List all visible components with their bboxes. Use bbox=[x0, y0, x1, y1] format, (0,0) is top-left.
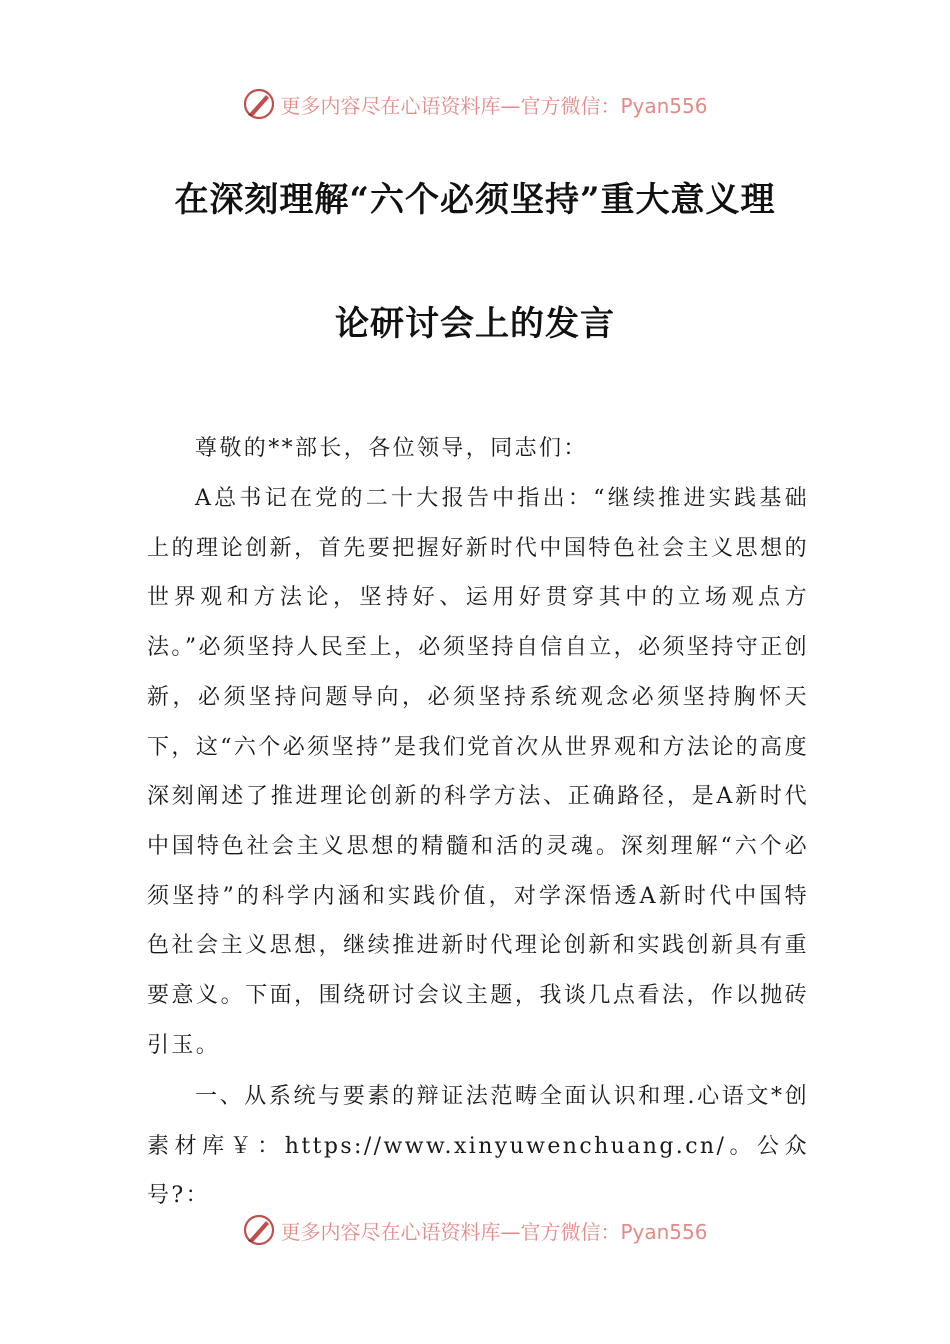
quill-pen-icon bbox=[242, 87, 276, 121]
watermark-banner-top bbox=[0, 82, 950, 126]
document-title-line2: 论研讨会上的发言 bbox=[335, 304, 615, 344]
body-paragraph: A总书记在党的二十大报告中指出：“继续推进实践基础上的理论创新，首先要把握好新时代中国特色社会主义思想的世界观和方法论，坚持好、运用好贯穿其中的立场观点方法。”必须坚持人民至上，必须坚持自信自立，必须坚持守正创新，必须坚持问题导向，必须坚持系统观念必须坚持胸怀天下，这“六个必须坚持”是我们党首次从世界观和方法论的高度深刻阐述了推进理论创新的科学方法、正确路径，是A新时代中国特色社会主义思想的精髓和活的灵魂。深刻理解“六个必须坚持”的科学内涵和实践价值，对学深悟透A新时代中国特色社会主义思想，继续推进新时代理论创新和实践创新具有重要意义。下面，围绕研讨会议主题，我谈几点看法，作以抛砖引玉。 bbox=[147, 486, 809, 1058]
quill-pen-icon bbox=[242, 1213, 276, 1247]
watermark-text: 更多内容尽在心语资料库—官方微信：Pyan556 bbox=[280, 93, 708, 118]
section-heading-1: 一、从系统与要素的辩证法范畴全面认识和理.心语文*创素材库￥：https://www.xinyuwenchuang.cn/。公众号?： bbox=[147, 1084, 809, 1209]
watermark-banner-bottom bbox=[0, 1208, 950, 1252]
salutation: 尊敬的**部长，各位领导，同志们： bbox=[195, 436, 588, 461]
watermark-text: 更多内容尽在心语资料库—官方微信：Pyan556 bbox=[280, 1219, 708, 1244]
document-title-line1: 在深刻理解“六个必须坚持”重大意义理 bbox=[174, 180, 776, 220]
